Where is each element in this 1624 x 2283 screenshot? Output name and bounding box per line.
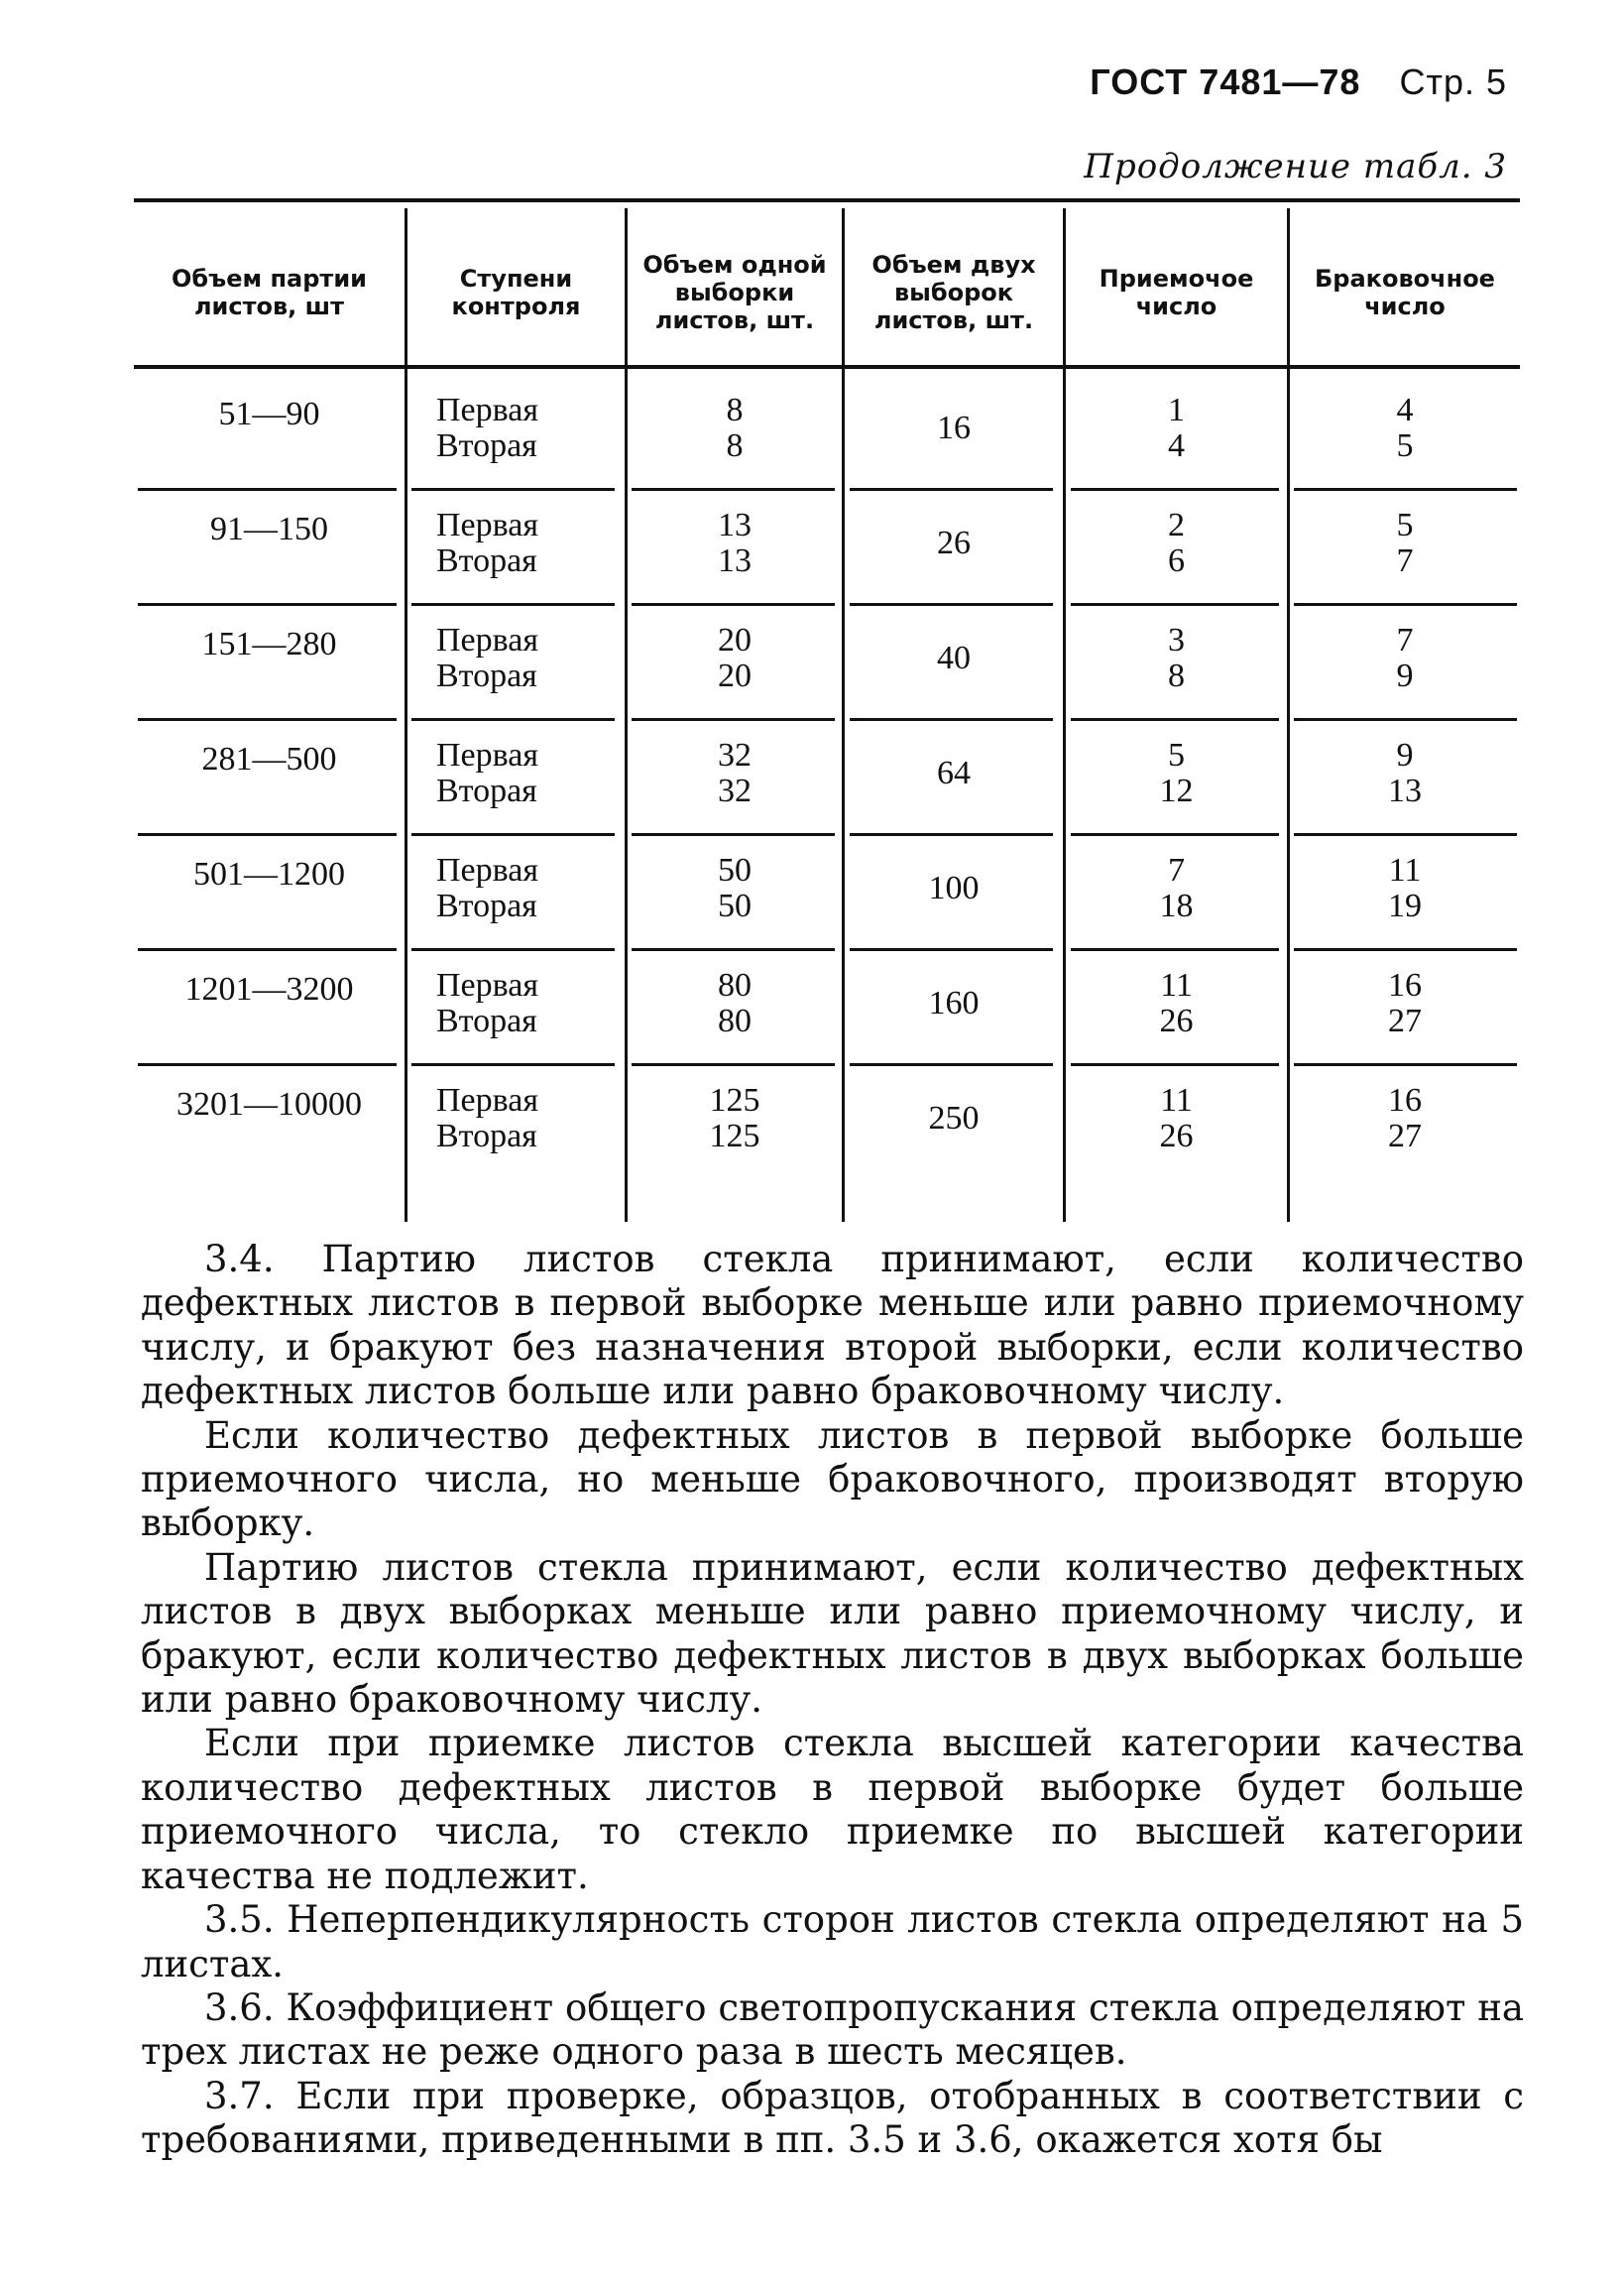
cell-lot: 91—150 <box>210 511 328 547</box>
cell-reject <box>1290 623 1520 694</box>
page-number: Стр. 5 <box>1399 61 1507 102</box>
cell-line: 19 <box>1388 888 1422 924</box>
cell-line: 9 <box>1396 658 1414 694</box>
row-separator <box>1294 1063 1517 1066</box>
row-separator <box>850 603 1053 606</box>
row-separator <box>632 603 835 606</box>
header-one-sample: Объем одной выборки листов, шт. <box>642 251 827 334</box>
cell-line: 125 <box>709 1082 760 1119</box>
row-separator <box>1294 833 1517 836</box>
cell-stages <box>436 393 615 464</box>
cell-stages <box>436 968 615 1039</box>
row-separator <box>138 488 397 491</box>
cell-line: 20 <box>718 622 752 659</box>
cell-line: 16 <box>1388 967 1422 1004</box>
cell-line: 50 <box>718 888 752 924</box>
cell-reject <box>1290 738 1520 809</box>
row-separator <box>850 718 1053 721</box>
paragraph: Если количество дефектных листов в первой выборке больше приемочного числа, но меньше браковочного, производят вторую выборку. <box>141 1413 1524 1545</box>
table-caption: Продолжение табл. 3 <box>1084 147 1507 186</box>
cell-stages <box>436 853 615 924</box>
cell-line: 2 <box>1168 507 1185 543</box>
cell-line: 27 <box>1388 1003 1422 1039</box>
cell-one <box>628 1083 842 1154</box>
row-separator <box>411 603 615 606</box>
cell-line: 11 <box>1388 852 1422 889</box>
cell-line: 13 <box>718 542 752 579</box>
row-separator <box>138 718 397 721</box>
cell-line: Вторая <box>436 1003 537 1039</box>
cell-two: 64 <box>937 755 971 791</box>
cell-two: 160 <box>928 985 980 1021</box>
cell-line: 7 <box>1396 622 1414 659</box>
row-separator <box>411 833 615 836</box>
row-separator <box>632 1063 835 1066</box>
cell-line: Вторая <box>436 427 537 464</box>
cell-line: Первая <box>436 507 538 543</box>
paragraph: Если при приемке листов стекла высшей категории качества количество дефектных листов в первой выборке будет больше приемочного числа, то стекло приемке по высшей категории качества не подлежит. <box>141 1722 1524 1897</box>
row-separator <box>1294 948 1517 951</box>
cell-line: 26 <box>1159 1118 1194 1154</box>
cell-line: 3 <box>1168 622 1185 659</box>
table-row <box>134 722 1520 837</box>
row-separator <box>1071 603 1279 606</box>
row-separator <box>1071 948 1279 951</box>
cell-accept <box>1066 738 1287 809</box>
cell-line: 7 <box>1396 542 1414 579</box>
row-separator <box>138 1063 397 1066</box>
cell-one <box>628 738 842 809</box>
cell-stages <box>436 738 615 809</box>
standard-number: ГОСТ 7481—78 <box>1090 61 1361 102</box>
cell-line: 5 <box>1396 507 1414 543</box>
cell-one <box>628 393 842 464</box>
cell-accept <box>1066 393 1287 464</box>
cell-one <box>628 853 842 924</box>
cell-line: Первая <box>436 622 538 659</box>
cell-one <box>628 968 842 1039</box>
paragraph: 3.4. Партию листов стекла принимают, если количество дефектных листов в первой выборке меньше или равно приемочному числу, и бракуют без назначения второй выборки, если количество дефектных листов больше или равно браковочному числу. <box>141 1238 1524 1413</box>
table-row <box>134 377 1520 492</box>
table-row <box>134 952 1520 1067</box>
row-separator <box>632 948 835 951</box>
cell-line: Первая <box>436 392 538 428</box>
table-row <box>134 492 1520 607</box>
cell-line: 5 <box>1396 427 1414 464</box>
cell-accept <box>1066 623 1287 694</box>
cell-accept <box>1066 968 1287 1039</box>
paragraph: 3.7. Если при проверке, образцов, отобранных в соответствии с требованиями, приведенными в пп. 3.5 и 3.6, окажется хотя бы <box>141 2074 1524 2162</box>
row-separator <box>1294 718 1517 721</box>
header-acceptance-number: Приемочое число <box>1099 265 1254 320</box>
cell-reject <box>1290 968 1520 1039</box>
row-separator <box>1071 718 1279 721</box>
row-separator <box>1071 488 1279 491</box>
cell-line: 27 <box>1388 1118 1422 1154</box>
cell-line: Вторая <box>436 1118 537 1154</box>
cell-two: 250 <box>928 1100 980 1137</box>
cell-reject <box>1290 393 1520 464</box>
cell-one <box>628 508 842 579</box>
cell-line: 8 <box>726 392 744 428</box>
row-separator <box>1294 488 1517 491</box>
paragraph: Партию листов стекла принимают, если количество дефектных листов в двух выборках меньше или равно приемочному числу, и бракуют, если количество дефектных листов в двух выборках больше или равно браковочному числу. <box>141 1545 1524 1722</box>
cell-line: 7 <box>1168 852 1185 889</box>
cell-two: 16 <box>937 410 971 446</box>
cell-line: 125 <box>709 1118 760 1154</box>
row-separator <box>1294 603 1517 606</box>
header-lot-size: Объем партии листов, шт <box>172 265 367 320</box>
cell-lot: 51—90 <box>218 396 320 432</box>
cell-lot: 281—500 <box>201 741 337 778</box>
table-top-rule <box>134 198 1520 202</box>
row-separator <box>138 603 397 606</box>
cell-line: 80 <box>718 1003 752 1039</box>
cell-line: 18 <box>1159 888 1194 924</box>
cell-line: Первая <box>436 852 538 889</box>
table-row <box>134 837 1520 952</box>
cell-line: 32 <box>718 737 752 774</box>
cell-line: 50 <box>718 852 752 889</box>
cell-line: 1 <box>1168 392 1185 428</box>
row-separator <box>850 488 1053 491</box>
cell-stages <box>436 1083 615 1154</box>
cell-reject <box>1290 1083 1520 1154</box>
row-separator <box>850 833 1053 836</box>
cell-lot: 501—1200 <box>193 856 345 893</box>
cell-line: Первая <box>436 737 538 774</box>
table-row <box>134 1067 1520 1182</box>
cell-line: 11 <box>1160 1082 1193 1119</box>
cell-lot: 151—280 <box>201 626 337 662</box>
row-separator <box>1071 833 1279 836</box>
cell-line: 26 <box>1159 1003 1194 1039</box>
table-header-rule <box>134 365 1520 369</box>
cell-two: 100 <box>928 870 980 906</box>
row-separator <box>411 718 615 721</box>
cell-line: 9 <box>1396 737 1414 774</box>
row-separator <box>138 833 397 836</box>
cell-line: 32 <box>718 773 752 809</box>
cell-lot: 3201—10000 <box>176 1086 362 1123</box>
cell-line: Первая <box>436 967 538 1004</box>
cell-line: 20 <box>718 658 752 694</box>
cell-stages <box>436 508 615 579</box>
cell-two: 26 <box>937 525 971 561</box>
header-control-stage: Ступени контроля <box>451 265 581 320</box>
cell-line: 12 <box>1159 773 1194 809</box>
cell-line: Вторая <box>436 888 537 924</box>
row-separator <box>850 948 1053 951</box>
row-separator <box>138 948 397 951</box>
cell-line: 4 <box>1168 427 1185 464</box>
cell-line: Вторая <box>436 658 537 694</box>
cell-line: Вторая <box>436 773 537 809</box>
row-separator <box>632 488 835 491</box>
body-text <box>141 1238 1524 2163</box>
cell-one <box>628 623 842 694</box>
cell-accept <box>1066 508 1287 579</box>
paragraph: 3.6. Коэффициент общего светопропускания стекла определяют на трех листах не реже одного раза в шесть месяцев. <box>141 1985 1524 2074</box>
cell-line: 5 <box>1168 737 1185 774</box>
row-separator <box>411 1063 615 1066</box>
table-row <box>134 607 1520 722</box>
cell-line: 8 <box>1168 658 1185 694</box>
row-separator <box>411 488 615 491</box>
cell-line: Вторая <box>436 542 537 579</box>
row-separator <box>632 833 835 836</box>
header-rejection-number: Браковочное число <box>1315 265 1495 320</box>
cell-line: 6 <box>1168 542 1185 579</box>
cell-accept <box>1066 1083 1287 1154</box>
cell-line: 4 <box>1396 392 1414 428</box>
cell-line: Первая <box>436 1082 538 1119</box>
cell-line: 13 <box>718 507 752 543</box>
cell-line: 80 <box>718 967 752 1004</box>
row-separator <box>850 1063 1053 1066</box>
cell-line: 11 <box>1160 967 1193 1004</box>
row-separator <box>632 718 835 721</box>
cell-reject <box>1290 853 1520 924</box>
cell-accept <box>1066 853 1287 924</box>
row-separator <box>411 948 615 951</box>
header-two-samples: Объем двух выборок листов, шт. <box>871 251 1036 334</box>
cell-line: 8 <box>726 427 744 464</box>
cell-lot: 1201—3200 <box>184 971 354 1008</box>
paragraph: 3.5. Неперпендикулярность сторон листов стекла определяют на 5 листах. <box>141 1898 1524 1985</box>
row-separator <box>1071 1063 1279 1066</box>
cell-two: 40 <box>937 640 971 676</box>
page-header <box>1090 61 1507 103</box>
cell-stages <box>436 623 615 694</box>
cell-line: 13 <box>1388 773 1422 809</box>
cell-line: 16 <box>1388 1082 1422 1119</box>
cell-reject <box>1290 508 1520 579</box>
